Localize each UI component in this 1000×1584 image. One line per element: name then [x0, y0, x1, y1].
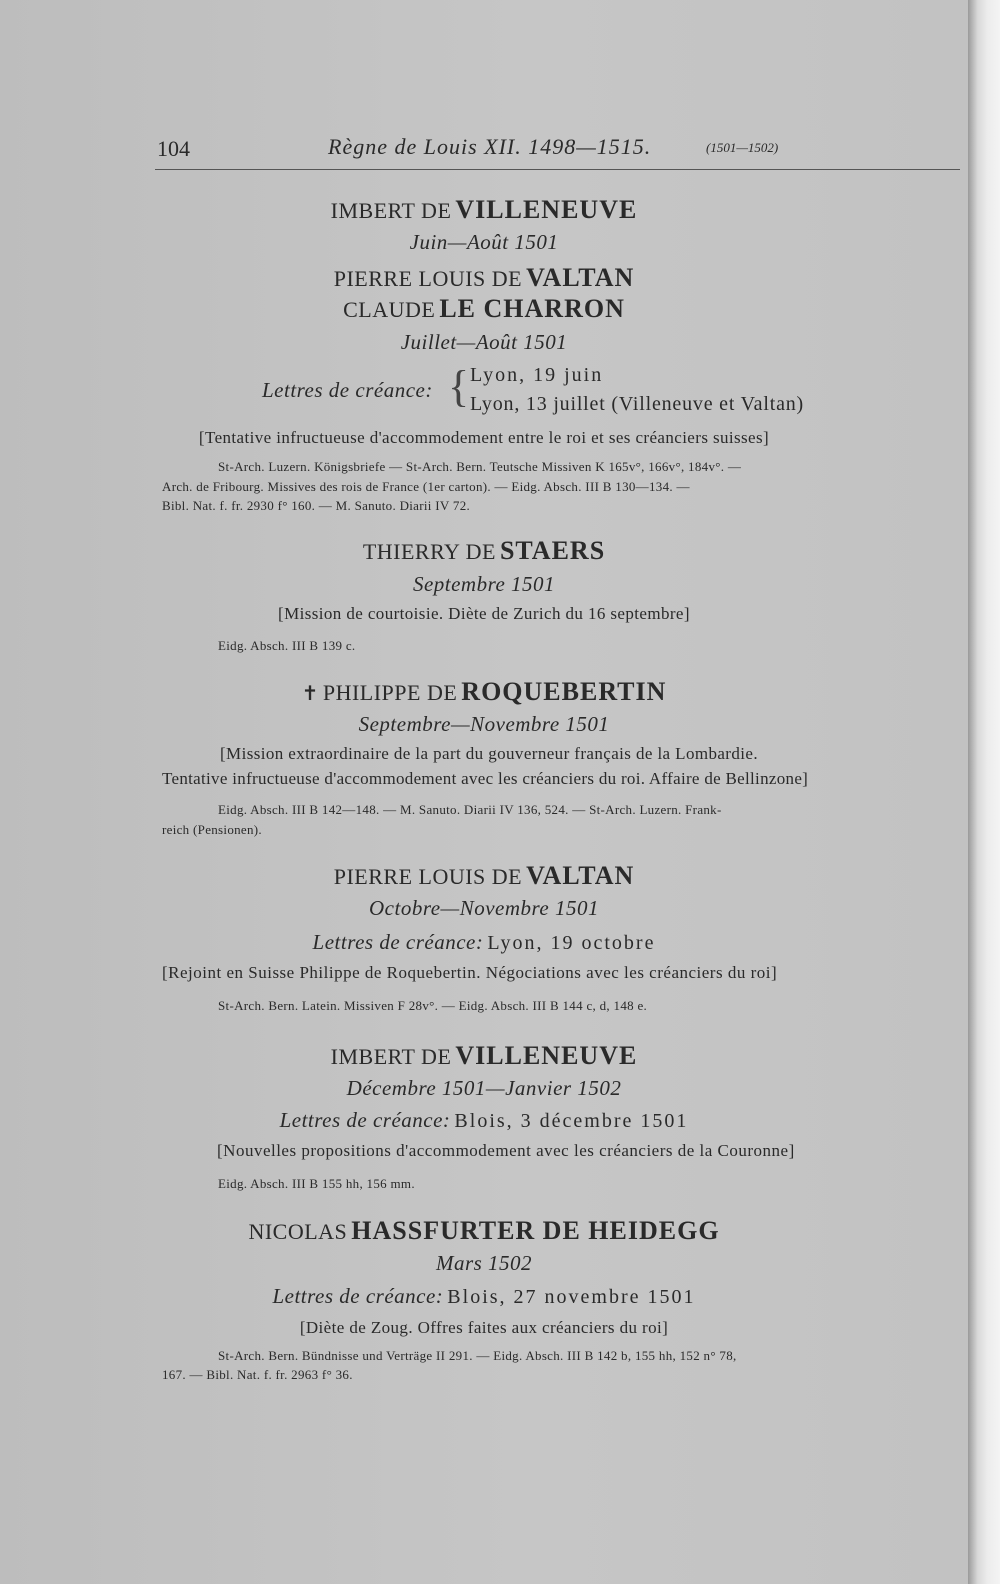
- entry-name-big: VILLENEUVE: [455, 195, 638, 224]
- entry-note: Tentative infructueuse d'accommodement avec les créanciers du roi. Affaire de Bellinzone]: [162, 769, 809, 788]
- credentials-value: Blois, 3 décembre 1501: [454, 1110, 689, 1132]
- entry-name-small: PIERRE LOUIS DE: [333, 266, 523, 291]
- entry-date: Juillet—Août 1501: [400, 330, 568, 354]
- entry-date: Juin—Août 1501: [409, 230, 559, 254]
- entry-ref: reich (Pensionen).: [162, 822, 262, 837]
- entry-heading: [0, 536, 968, 566]
- entry-note: [Rejoint en Suisse Philippe de Roquebertin. Négociations avec les créanciers du roi]: [162, 963, 778, 982]
- page-edge: [968, 0, 1000, 1584]
- entry-name-big: VALTAN: [526, 263, 635, 292]
- entry-name-big: VALTAN: [526, 861, 635, 890]
- page-number: 104: [157, 136, 190, 161]
- entry-heading: [0, 861, 968, 891]
- credentials-label: Lettres de créance:: [279, 1108, 451, 1132]
- credentials-brace: {: [448, 362, 470, 411]
- credentials-value: Lyon, 19 octobre: [487, 932, 656, 954]
- credentials-row: [0, 1108, 968, 1133]
- entry-heading: [0, 1216, 968, 1246]
- entry-name-big: ROQUEBERTIN: [461, 677, 667, 706]
- entry-name-big: VILLENEUVE: [455, 1041, 638, 1070]
- entry-heading: [0, 263, 968, 293]
- credentials-row: [0, 1284, 968, 1309]
- entry-note: [Mission extraordinaire de la part du gouverneur français de la Lombardie.: [220, 744, 758, 763]
- entry-name-small: CLAUDE: [343, 297, 436, 322]
- entry-ref: St-Arch. Bern. Latein. Missiven F 28v°. — Eidg. Absch. III B 144 c, d, 148 e.: [218, 998, 648, 1013]
- credentials-row: [0, 930, 968, 955]
- entry-name-small: IMBERT DE: [330, 198, 452, 223]
- entry-date: Octobre—Novembre 1501: [369, 896, 599, 920]
- entry-date: Septembre 1501: [412, 572, 556, 596]
- entry-heading: [0, 1041, 968, 1071]
- entry-ref: St-Arch. Bern. Bündnisse und Verträge II 291. — Eidg. Absch. III B 142 b, 155 hh, 152 n° 78,: [218, 1348, 737, 1363]
- entry-ref: 167. — Bibl. Nat. f. fr. 2963 f° 36.: [162, 1367, 353, 1382]
- entry-heading: [0, 677, 968, 707]
- entry-ref: St-Arch. Luzern. Königsbriefe — St-Arch. Bern. Teutsche Missiven K 165v°, 166v°, 184v°. —: [218, 459, 742, 474]
- entry-note: [Nouvelles propositions d'accommodement avec les créanciers de la Couronne]: [217, 1141, 795, 1160]
- entry-name-small: PIERRE LOUIS DE: [333, 864, 523, 889]
- running-years: (1501—1502): [706, 140, 779, 155]
- entry-name-big: LE CHARRON: [439, 294, 625, 323]
- entry-date: Mars 1502: [435, 1251, 533, 1275]
- entry-ref: Eidg. Absch. III B 139 c.: [218, 638, 356, 653]
- entry-note: [Tentative infructueuse d'accommodement entre le roi et ses créanciers suisses]: [198, 428, 770, 447]
- credentials-label: Lettres de créance:: [312, 930, 484, 954]
- entry-heading-2: [0, 294, 968, 324]
- entry-note: [Mission de courtoisie. Diète de Zurich du 16 septembre]: [278, 604, 690, 623]
- entry-ref: Eidg. Absch. III B 155 hh, 156 mm.: [218, 1176, 415, 1191]
- entry-name-small: PHILIPPE DE: [322, 680, 458, 705]
- entry-heading: [0, 195, 968, 225]
- entry-ref: Bibl. Nat. f. fr. 2930 f° 160. — M. Sanuto. Diarii IV 72.: [162, 498, 471, 513]
- credentials-label: Lettres de créance:: [272, 1284, 444, 1308]
- entry-name-small: IMBERT DE: [330, 1044, 452, 1069]
- entry-date: Septembre—Novembre 1501: [358, 712, 610, 736]
- entry-name-small: NICOLAS: [248, 1219, 348, 1244]
- credentials-line-2: Lyon, 13 juillet (Villeneuve et Valtan): [470, 393, 805, 415]
- cross-icon: ✝: [301, 683, 319, 705]
- entry-ref: Eidg. Absch. III B 142—148. — M. Sanuto. Diarii IV 136, 524. — St-Arch. Luzern. Frank-: [218, 802, 722, 817]
- entry-note: [Diète de Zoug. Offres faites aux créanciers du roi]: [299, 1318, 669, 1337]
- header-rule: [155, 169, 960, 170]
- entry-ref: Arch. de Fribourg. Missives des rois de France (1er carton). — Eidg. Absch. III B 130—134. —: [162, 479, 690, 494]
- credentials-label: Lettres de créance:: [262, 378, 433, 402]
- entry-name-small: THIERRY DE: [362, 539, 496, 564]
- entry-date: Décembre 1501—Janvier 1502: [346, 1076, 622, 1100]
- credentials-value: Blois, 27 novembre 1501: [447, 1286, 696, 1308]
- entry-name-big: STAERS: [499, 536, 606, 565]
- credentials-line-1: Lyon, 19 juin: [470, 364, 604, 386]
- entry-name-big: HASSFURTER DE HEIDEGG: [351, 1216, 720, 1245]
- running-title: Règne de Louis XII. 1498—1515.: [328, 134, 652, 159]
